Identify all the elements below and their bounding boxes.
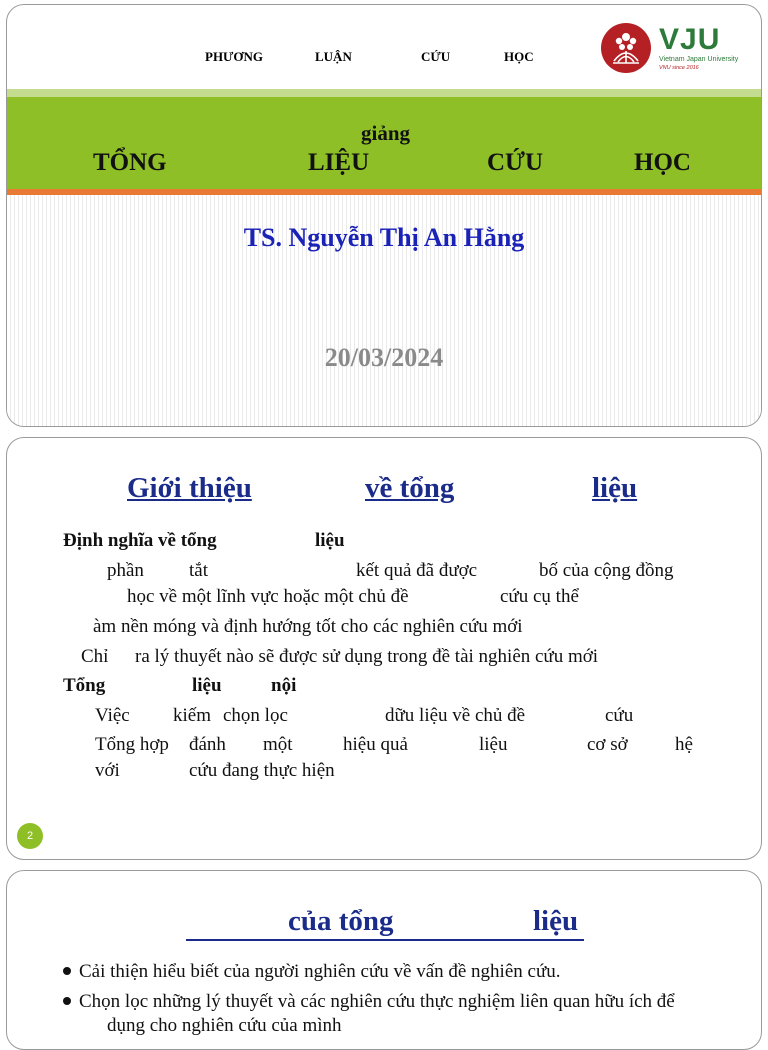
text-fragment: hệ — [675, 734, 693, 755]
bullet-text: Chọn lọc những lý thuyết và các nghiên cứu thực nghiệm liên quan hữu ích để — [79, 991, 675, 1012]
slide-title-part: liệu — [592, 472, 638, 504]
text-fragment: cơ sở — [587, 734, 628, 755]
text-fragment: àm nền móng và định hướng tốt cho các nghiên cứu mới — [93, 616, 523, 637]
slide-title-part: về tổng — [365, 472, 455, 504]
text-fragment: một — [263, 734, 293, 755]
bullet-text: dụng cho nghiên cứu của mình — [107, 1015, 342, 1036]
text-fragment: bố của cộng đồng — [539, 560, 674, 581]
lotus-icon — [601, 23, 651, 73]
bullet-item — [63, 961, 561, 983]
bullet-item — [63, 991, 675, 1013]
text-fragment: ra lý thuyết nào sẽ được sử dụng trong đề tài nghiên cứu mới — [135, 646, 599, 667]
logo-tagline: VNU since 2016 — [659, 65, 699, 71]
text-fragment: Chỉ — [81, 646, 109, 667]
text-fragment: liệu — [479, 734, 508, 755]
text-fragment: tắt — [189, 560, 208, 581]
text-fragment: cứu đang thực hiện — [189, 760, 335, 781]
text-fragment: cứu — [605, 705, 634, 726]
title-underline — [186, 939, 584, 941]
section-heading: nội — [271, 675, 297, 696]
text-fragment: với — [95, 760, 120, 781]
text-fragment: đánh — [189, 734, 226, 755]
slide-title-part: liệu — [533, 905, 579, 937]
band-word: HỌC — [634, 149, 691, 176]
logo-wordmark: VJU — [659, 23, 721, 56]
author-name: TS. Nguyễn Thị An Hằng — [243, 223, 525, 252]
slide-header — [7, 5, 761, 89]
header-word: PHƯƠNG — [205, 49, 264, 64]
text-fragment: chọn lọc — [223, 705, 288, 726]
text-fragment: hiệu quả — [343, 734, 408, 755]
section-heading: Tổng — [63, 675, 106, 696]
presentation-date: 20/03/2024 — [324, 343, 444, 372]
bullet-icon — [63, 997, 71, 1005]
vju-logo — [601, 23, 741, 75]
text-fragment: cứu cụ thể — [500, 586, 579, 607]
band-small-word: giảng — [361, 121, 411, 145]
slide-title-part: Giới thiệu — [127, 472, 252, 504]
bullet-icon — [63, 967, 71, 975]
text-fragment: kiếm — [173, 705, 211, 726]
section-heading: liệu — [192, 675, 222, 696]
slide-title-part: của tổng — [288, 905, 394, 937]
text-fragment: dữu liệu về chủ đề — [385, 705, 526, 726]
title-slide — [6, 4, 762, 427]
header-word: HỌC — [504, 49, 534, 64]
page-number-badge: 2 — [17, 823, 43, 849]
band-word: CỨU — [487, 149, 544, 176]
header-word: LUẬN — [315, 49, 352, 64]
text-fragment: học về một lĩnh vực hoặc một chủ đề — [127, 586, 409, 607]
band-word: LIỆU — [308, 149, 370, 176]
text-fragment: kết quả đã được — [356, 560, 478, 581]
band-word: TỔNG — [93, 149, 167, 176]
header-word: CỨU — [421, 49, 451, 64]
definition-heading: liệu — [315, 530, 345, 551]
band-top-accent — [7, 89, 761, 97]
definition-heading: Định nghĩa về tổng — [63, 530, 217, 551]
title-band — [7, 97, 761, 189]
bullet-continuation — [107, 1015, 342, 1037]
text-fragment: Tổng hợp — [95, 734, 169, 755]
text-fragment: phần — [107, 560, 144, 581]
text-fragment: Việc — [95, 705, 130, 726]
logo-subtitle: Vietnam Japan University — [659, 56, 739, 63]
intro-slide — [6, 437, 762, 860]
bullet-text: Cải thiện hiểu biết của người nghiên cứu về vấn đề nghiên cứu. — [79, 961, 561, 982]
purpose-slide — [6, 870, 762, 1050]
